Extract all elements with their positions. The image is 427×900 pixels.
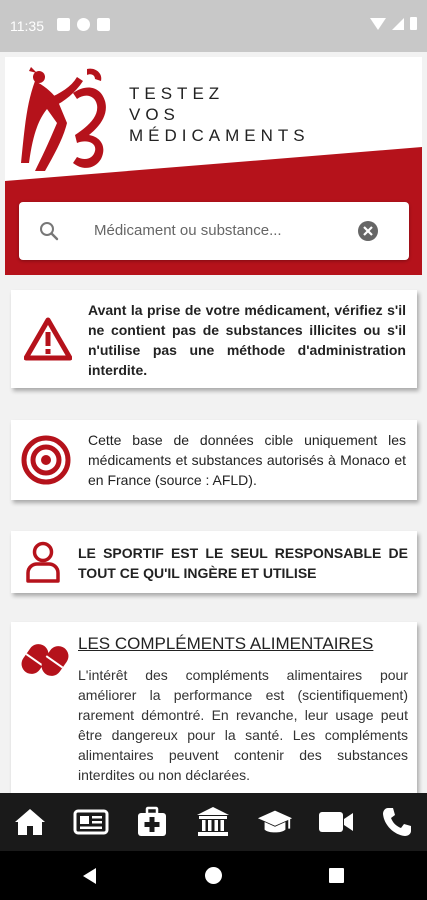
nav-news[interactable]	[73, 804, 109, 840]
warning-card	[11, 290, 417, 388]
notification-icon	[77, 18, 90, 31]
system-nav-bar	[0, 851, 427, 900]
title-line: MÉDICAMENTS	[129, 126, 310, 145]
wifi-icon	[370, 18, 386, 30]
graduation-cap-icon	[257, 807, 293, 837]
responsibility-text: LE SPORTIF EST LE SEUL RESPONSABLE DE TOUT CE QU'IL INGÈRE ET UTILISE	[78, 545, 408, 581]
status-bar	[0, 0, 427, 52]
nav-education[interactable]	[257, 804, 293, 840]
home-icon	[13, 807, 47, 837]
search-input[interactable]: Médicament ou substance...	[94, 222, 282, 239]
medical-kit-icon	[136, 806, 168, 838]
supplements-text: L'intérêt des compléments alimentaires pour améliorer la performance est (scientifiquement) rarement démontré. En revanche, leur usage peut être dangereux pour la santé. Les compléments alimentaires peuvent contenir des substances interdites ou non déclarées.	[78, 667, 408, 783]
notification-icon	[57, 18, 70, 31]
home-button-icon[interactable]	[205, 867, 222, 884]
institution-icon	[196, 806, 230, 838]
app-title	[129, 83, 310, 146]
responsibility-card	[11, 531, 417, 593]
logo	[17, 63, 117, 175]
nav-institution[interactable]	[195, 804, 231, 840]
nav-phone[interactable]	[379, 804, 415, 840]
target-icon	[21, 435, 71, 485]
search-icon	[39, 221, 59, 241]
recent-apps-icon[interactable]	[329, 868, 344, 883]
database-info-card	[11, 420, 417, 500]
database-text: Cette base de données cible uniquement les médicaments et substances autorisés à Monaco et en France (source : AFLD).	[88, 432, 406, 488]
supplements-title: LES COMPLÉMENTS ALIMENTAIRES	[78, 634, 374, 653]
title-line: VOS	[129, 105, 180, 124]
sd-card-icon	[97, 18, 110, 31]
signal-icon	[392, 18, 404, 30]
search-bar[interactable]	[19, 202, 409, 260]
news-icon	[73, 808, 109, 836]
pills-icon	[21, 639, 69, 679]
clear-icon[interactable]	[358, 221, 378, 241]
bottom-nav	[0, 793, 427, 851]
battery-icon	[410, 17, 417, 30]
nav-home[interactable]	[12, 804, 48, 840]
phone-icon	[381, 806, 413, 838]
title-line: TESTEZ	[129, 84, 225, 103]
nav-video[interactable]	[318, 804, 354, 840]
back-icon[interactable]	[83, 868, 96, 884]
user-icon	[25, 541, 61, 583]
video-icon	[318, 809, 354, 835]
status-time: 11:35	[10, 18, 44, 34]
warning-text: Avant la prise de votre médicament, vérifiez s'il ne contient pas de substances illicites ou s'il n'utilise pas une méthode d'administration interdite.	[88, 302, 406, 378]
nav-medical[interactable]	[134, 804, 170, 840]
supplements-card	[11, 622, 417, 822]
warning-triangle-icon	[24, 317, 72, 361]
